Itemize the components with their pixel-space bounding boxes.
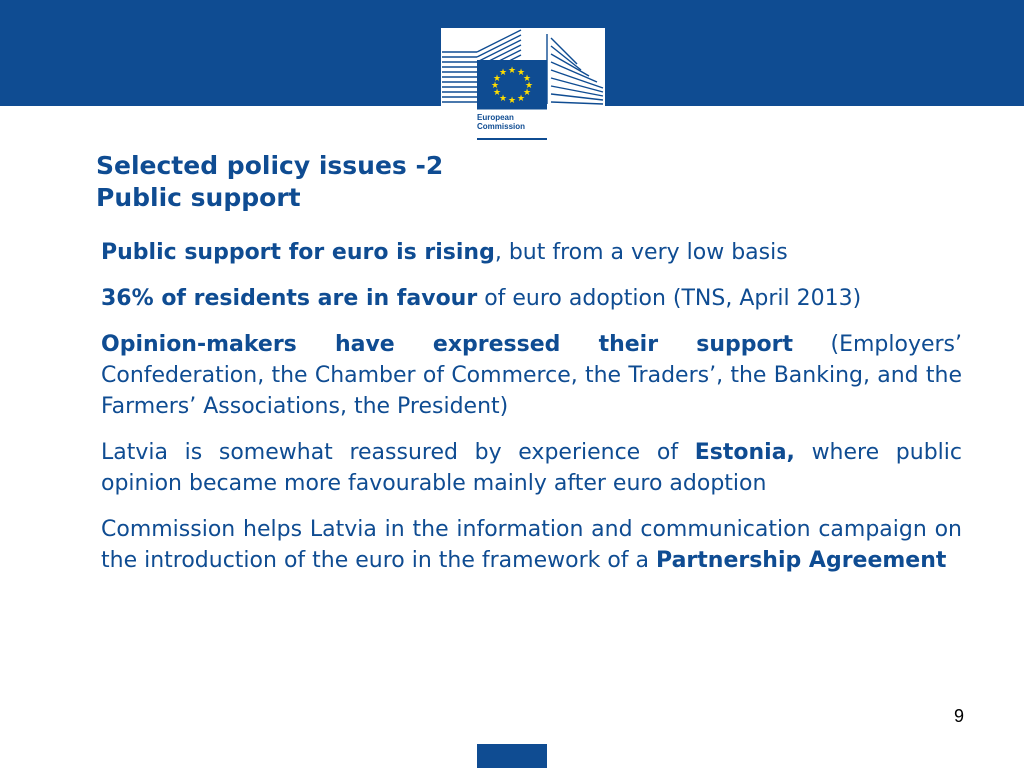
paragraph-2 bbox=[101, 283, 962, 314]
footer-flag-strip bbox=[477, 744, 547, 768]
paragraph-4-pre: Latvia is somewhat reassured by experience of bbox=[101, 440, 695, 465]
paragraph-4-bold: Estonia, bbox=[694, 440, 795, 465]
svg-text:★: ★ bbox=[516, 94, 526, 104]
title-line-1: Selected policy issues -2 bbox=[96, 151, 444, 180]
paragraph-5-pre: Commission helps Latvia in the information and communication campaign on the introduction of the euro in the framework of a bbox=[101, 517, 962, 573]
title-line-2: Public support bbox=[96, 183, 301, 212]
paragraph-5 bbox=[101, 514, 962, 576]
logo-line-2: Commission bbox=[477, 122, 526, 131]
paragraph-3 bbox=[101, 329, 962, 422]
svg-text:★: ★ bbox=[524, 81, 534, 91]
page-number: 9 bbox=[953, 706, 964, 726]
paragraph-1-bold: Public support for euro is rising bbox=[101, 240, 495, 265]
paragraph-2-rest: of euro adoption (TNS, April 2013) bbox=[477, 286, 862, 311]
paragraph-4 bbox=[101, 437, 962, 499]
logo-line-1: European bbox=[477, 113, 514, 122]
svg-text:★: ★ bbox=[516, 68, 526, 78]
svg-text:★: ★ bbox=[522, 88, 532, 98]
svg-text:★: ★ bbox=[498, 68, 508, 78]
svg-text:★: ★ bbox=[498, 94, 508, 104]
slide-body bbox=[101, 237, 962, 591]
svg-text:★: ★ bbox=[492, 88, 502, 98]
paragraph-1 bbox=[101, 237, 962, 268]
svg-text:★: ★ bbox=[507, 66, 517, 76]
paragraph-1-rest: , but from a very low basis bbox=[494, 240, 788, 265]
svg-text:★: ★ bbox=[490, 81, 500, 91]
paragraph-2-bold: 36% of residents are in favour bbox=[101, 286, 478, 311]
svg-text:★: ★ bbox=[522, 74, 532, 84]
paragraph-4-rest: where public opinion became more favourable mainly after euro adoption bbox=[101, 440, 962, 496]
paragraph-5-bold: Partnership Agreement bbox=[656, 548, 947, 573]
slide-title bbox=[96, 150, 896, 214]
svg-text:★: ★ bbox=[507, 96, 517, 106]
svg-text:★: ★ bbox=[492, 74, 502, 84]
paragraph-3-rest: (Employers’ Confederation, the Chamber of Commerce, the Traders’, the Banking, and the Farmers’ Associations, the President) bbox=[101, 332, 963, 419]
logo-wordmark bbox=[477, 113, 547, 131]
paragraph-3-bold: Opinion-makers have expressed their support bbox=[101, 332, 793, 357]
